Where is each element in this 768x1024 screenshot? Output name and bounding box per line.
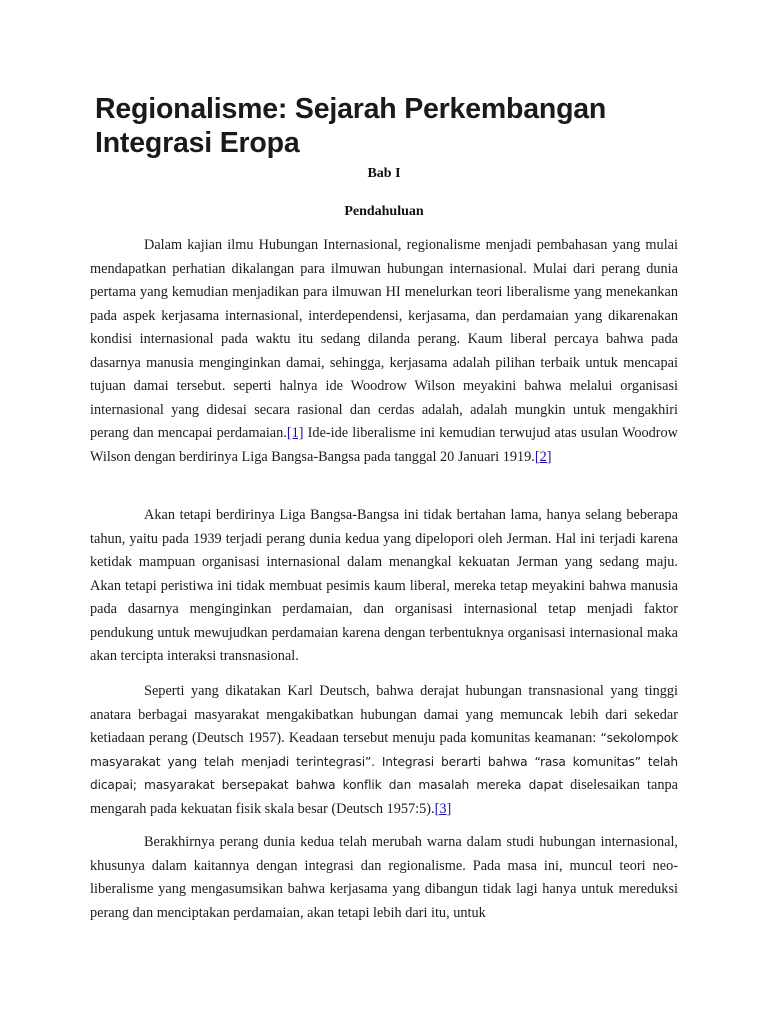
paragraph-1-text-a: Dalam kajian ilmu Hubungan Internasional, regionalisme menjadi pembahasan yang mulai mendapatkan perhatian dikalangan para ilmuwan hubungan internasional. Mulai dari perang dunia pertama yang kemudian menjadikan para ilmuwan HI menelurkan teori liberalisme yang menekankan pada aspek kerjasama internasional, interdependensi, kerjasama, dan perdamaian yang dikarenakan kondisi internasional pada waktu itu sedang dilanda perang. Kaum liberal percaya bahwa pada dasarnya manusia menginginkan damai, sehingga, kerjasama adalah pilihan terbaik untuk mencapai tujuan damai tersebut. seperti halnya ide Woodrow Wilson meyakini bahwa melalui organisasi internasional yang didesai secara rasional dan cerdas adalah, adalah mungkin untuk mengakhiri perang dan mencapai perdamaian. xyxy=(90,237,678,441)
footnote-link-1[interactable]: [1] xyxy=(286,425,304,441)
paragraph-1 xyxy=(90,234,678,469)
section-heading: Pendahuluan xyxy=(344,204,424,219)
chapter-heading: Bab I xyxy=(367,166,401,181)
footnote-link-2[interactable]: [2] xyxy=(534,448,552,465)
paragraph-3 xyxy=(90,680,678,821)
footnote-link-3[interactable]: [3] xyxy=(434,800,452,817)
paragraph-2: Akan tetapi berdirinya Liga Bangsa-Bangsa ini tidak bertahan lama, hanya selang beberapa tahun, yaitu pada 1939 terjadi perang dunia kedua yang dipelopori oleh Jerman. Hal ini terjadi karena ketidak mampuan organisasi internasional dalam menangkal kekuatan Jerman yang sedang maju. Akan tetapi peristiwa ini tidak membuat pesimis kaum liberal, mereka tetap meyakini bahwa manusia pada dasarnya menginginkan perdamaian, dan organisasi internasional tetap menjadi faktor pendukung untuk mewujudkan perdamaian karena dengan terbentuknya organisasi internasional maka akan tercipta interaksi transnasional. xyxy=(90,507,678,664)
paragraph-3-text-a: Seperti yang dikatakan Karl Deutsch, bahwa derajat hubungan transnasional yang tinggi anatara berbagai masyarakat mengakibatkan hubungan damai yang memuncak lebih dari sekedar ketiadaan perang (Deutsch 1957). Keadaan tersebut menuju pada komunitas keamanan: xyxy=(90,683,678,746)
document-title: Regionalisme: Sejarah Perkembangan Integrasi Eropa xyxy=(95,93,607,159)
paragraph-4: Berakhirnya perang dunia kedua telah merubah warna dalam studi hubungan internasional, khusunya dalam kaitannya dengan integrasi dan regionalisme. Pada masa ini, muncul teori neo-liberalisme yang mengasumsikan bahwa kerjasama yang dibangun tidak lagi hanya untuk mereduksi perang dan menciptakan perdamaian, akan tetapi lebih dari itu, untuk xyxy=(90,834,678,921)
paragraph-1-text-b: Ide-ide liberalisme ini kemudian terwujud atas usulan Woodrow Wilson dengan berdirinya Liga Bangsa-Bangsa pada tanggal 20 Januari 1919. xyxy=(90,425,679,465)
paragraph-3-quote: “sekolompok masyarakat yang telah menjadi terintegrasi”. Integrasi berarti bahwa “rasa komunitas” telah dicapai; masyarakat bersepakat bahwa konflik dan masalah mereka dapat xyxy=(90,731,678,792)
paragraph-3-text-b: diselesaikan tanpa mengarah pada kekuatan fisik skala besar (Deutsch 1957:5). xyxy=(90,777,678,817)
